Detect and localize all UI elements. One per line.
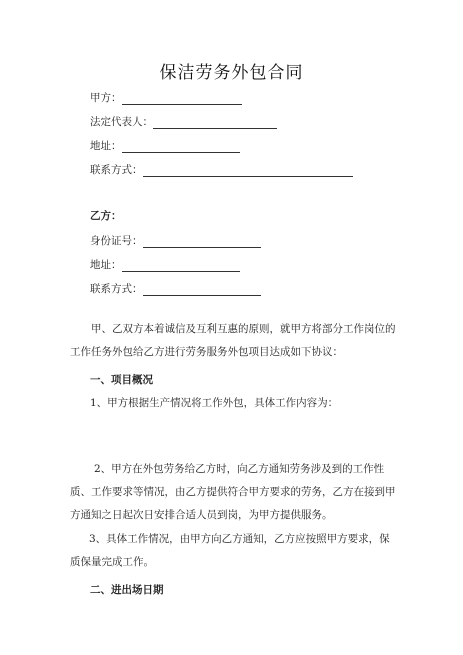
party-a-legal-rep-blank bbox=[153, 117, 277, 129]
section1-heading: 一、项目概况 bbox=[90, 374, 153, 386]
party-b-address-row bbox=[90, 257, 240, 272]
section1-item1: 1、甲方根据生产情况将工作外包，具体工作内容为： bbox=[90, 397, 339, 409]
party-a-contact-label: 联系方式： bbox=[90, 164, 143, 176]
party-a-contact-row bbox=[90, 162, 353, 177]
party-a-legal-rep-row bbox=[90, 114, 277, 129]
party-b-heading: 乙方： bbox=[90, 210, 122, 222]
party-b-id-label: 身份证号： bbox=[90, 235, 143, 247]
section1-item3: 3、具体工作情况，由甲方向乙方通知，乙方应按照甲方要求，保质保量完成工作。 bbox=[70, 533, 390, 568]
party-b-address-blank bbox=[122, 260, 240, 272]
party-a-name-row bbox=[90, 90, 242, 105]
party-b-id-row bbox=[90, 233, 261, 248]
party-a-address-row bbox=[90, 138, 240, 153]
party-b-contact-blank bbox=[143, 284, 261, 296]
party-a-contact-blank bbox=[143, 165, 353, 177]
document-title: 保洁劳务外包合同 bbox=[159, 63, 304, 83]
party-b-contact-label: 联系方式： bbox=[90, 283, 143, 295]
party-b-id-blank bbox=[143, 236, 261, 248]
party-a-address-label: 地址： bbox=[90, 140, 122, 152]
intro-paragraph: 甲、乙双方本着诚信及互利互惠的原则，就甲方将部分工作岗位的工作任务外包给乙方进行劳务服务外包项目达成如下协议： bbox=[70, 323, 396, 358]
party-b-contact-row bbox=[90, 281, 261, 296]
party-a-address-blank bbox=[122, 141, 240, 153]
section2-heading: 二、进出场日期 bbox=[90, 584, 164, 596]
party-a-name-blank bbox=[122, 93, 242, 105]
section1-item2: 2、甲方在外包劳务给乙方时，向乙方通知劳务涉及到的工作性质、工作要求等情况，由乙方提供符合甲方要求的劳务，乙方在接到甲方通知之日起次日安排合适人员到岗，为甲方提供服务。 bbox=[70, 463, 396, 521]
party-b-address-label: 地址： bbox=[90, 259, 122, 271]
party-a-name-label: 甲方： bbox=[90, 92, 122, 104]
party-a-legal-rep-label: 法定代表人： bbox=[90, 116, 153, 128]
